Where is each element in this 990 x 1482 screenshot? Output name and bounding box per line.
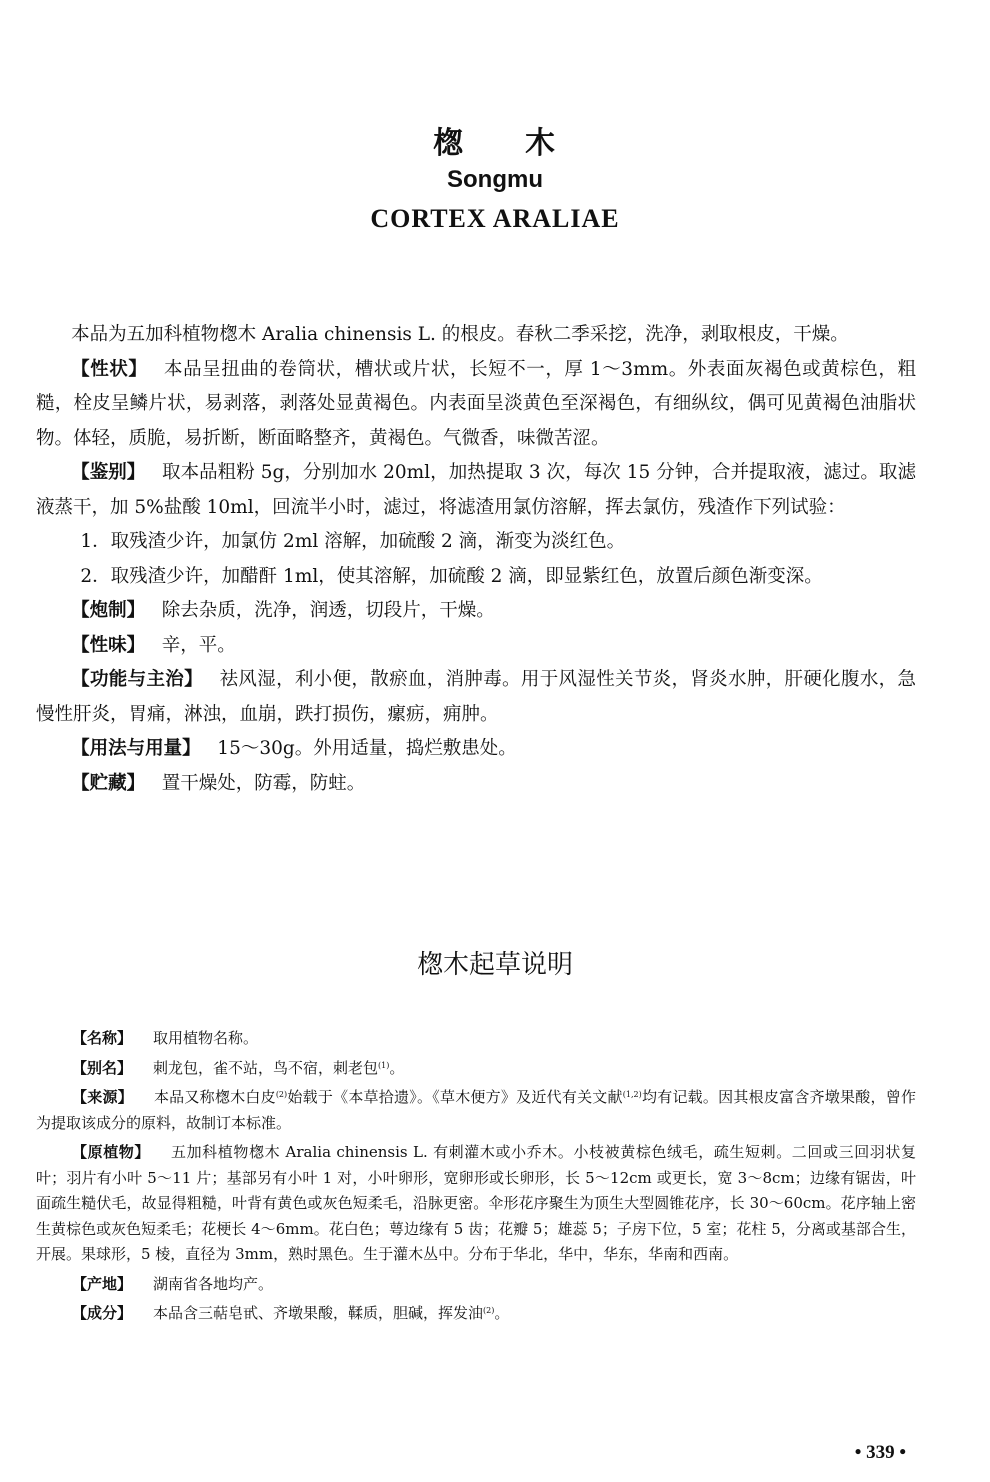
section-label: 【性味】 bbox=[71, 634, 146, 656]
reference-mark: (2) bbox=[483, 1306, 495, 1315]
section-yongfa bbox=[36, 732, 916, 767]
section-xingzhuang bbox=[36, 353, 916, 457]
draft-text: 五加科植物楤木 Aralia chinensis L. 有刺灌木或小乔木。小枝被黄棕色绒毛，疏生短刺。二回或三回羽状复叶；羽片有小叶 5～11 片；基部另有小叶 1 对，小叶卵形，宽卵形或长卵形，长 5～12cm 或更长，宽 3～8cm；边缘有锯齿，叶面疏生糙伏毛，故显得粗糙，叶背有黄色或灰色短柔毛，沿脉更密。伞形花序聚生为顶生大型圆锥花序，长 30～60cm。花序轴上密生黄棕色或灰色短柔毛；花梗长 4～6mm。花白色；萼边缘有 5 齿；花瓣 5；雄蕊 5；子房下位，5 室；花柱 5，分离或基部合生，开展。果球形，5 棱，直径为 3mm，熟时黑色。生于灌木丛中。分布于华北，华中，华东，华南和西南。 bbox=[36, 1143, 916, 1263]
draft-label: 【名称】 bbox=[72, 1029, 133, 1047]
section-label: 【鉴别】 bbox=[71, 462, 146, 483]
draft-text: 本品又称楤木白皮 bbox=[153, 1088, 276, 1106]
section-text: 祛风湿，利小便，散瘀血，消肿毒。用于风湿性关节炎，肾炎水肿，肝硬化腹水，急慢性肝炎，胃痛，淋浊，血崩，跌打损伤，瘰疬，痈肿。 bbox=[36, 669, 916, 725]
section-label: 【贮藏】 bbox=[71, 772, 146, 794]
draft-bieming bbox=[36, 1056, 916, 1082]
section-text: 辛，平。 bbox=[161, 634, 236, 656]
draft-chandi bbox=[36, 1272, 916, 1298]
draft-label: 【产地】 bbox=[72, 1274, 133, 1293]
section-paozhi bbox=[36, 594, 916, 629]
draft-text: 均有记载。因其根皮富含齐墩果酸，曾作为提取该成分的原料，故制订本标准。 bbox=[36, 1088, 916, 1132]
test-item-1: 1．取残渣少许，加氯仿 2ml 溶解，加硫酸 2 滴，渐变为淡红色。 bbox=[80, 531, 626, 552]
section-text: 置干燥处，防霉，防蛀。 bbox=[161, 772, 366, 794]
draft-chengfen bbox=[36, 1301, 916, 1327]
monograph-intro: 本品为五加科植物楤木 Aralia chinensis L. 的根皮。春秋二季采挖，洗净，剥取根皮，干燥。 bbox=[71, 324, 849, 345]
section-text: 15～30g。外用适量，捣烂敷患处。 bbox=[217, 738, 517, 759]
draft-body bbox=[36, 1026, 916, 1331]
section-label: 【用法与用量】 bbox=[71, 738, 201, 759]
section-jianbie bbox=[36, 456, 916, 525]
monograph-title-chinese bbox=[0, 118, 990, 162]
reference-mark: (1) bbox=[378, 1060, 390, 1070]
draft-label: 【成分】 bbox=[72, 1304, 133, 1322]
section-gongneng bbox=[36, 663, 916, 732]
section-text: 本品呈扭曲的卷筒状，槽状或片状，长短不一，厚 1～3mm。外表面灰褐色或黄棕色，粗糙，栓皮呈鳞片状，易剥落，剥落处显黄褐色。内表面呈淡黄色至深褐色，有细纵纹，偶可见黄褐色油脂状物。体轻，质脆，易折断，断面略整齐，黄褐色。气微香，味微苦涩。 bbox=[36, 358, 916, 449]
section-zhucang bbox=[36, 767, 916, 802]
draft-label: 【原植物】 bbox=[72, 1143, 150, 1161]
draft-text-end: 。 bbox=[389, 1058, 405, 1077]
section-label: 【炮制】 bbox=[71, 600, 146, 621]
draft-mingcheng bbox=[36, 1026, 916, 1052]
test-item-2: 2．取残渣少许，加醋酐 1ml，使其溶解，加硫酸 2 滴，即显紫红色，放置后颜色渐变深。 bbox=[80, 565, 823, 587]
section-label: 【性状】 bbox=[71, 358, 148, 380]
section-label: 【功能与主治】 bbox=[71, 669, 203, 690]
monograph-body bbox=[36, 318, 916, 801]
title-char-2: 木 bbox=[525, 126, 557, 161]
draft-text: 取用植物名称。 bbox=[153, 1029, 259, 1047]
title-char-1: 楤 bbox=[433, 126, 465, 161]
section-xingwei bbox=[36, 629, 916, 664]
page-number: • 339 • bbox=[854, 1442, 906, 1463]
monograph-title-latin: CORTEX ARALIAE bbox=[370, 204, 620, 233]
draft-text: 始载于《本草拾遗》。《草木便方》及近代有关文献 bbox=[287, 1088, 623, 1106]
draft-laiyuan bbox=[36, 1085, 916, 1136]
section-text: 取本品粗粉 5g，分别加水 20ml，加热提取 3 次，每次 15 分钟，合并提取液，滤过。取滤液蒸干，加 5%盐酸 10ml，回流半小时，滤过，将滤渣用氯仿溶解，挥去氯仿，残渣作下列试验： bbox=[36, 462, 916, 518]
monograph-title-pinyin: Songmu bbox=[447, 166, 543, 193]
draft-label: 【来源】 bbox=[72, 1088, 133, 1106]
draft-text: 本品含三萜皂甙、齐墩果酸，鞣质，胆碱，挥发油 bbox=[153, 1304, 484, 1322]
draft-label: 【别名】 bbox=[72, 1058, 133, 1077]
draft-text: 刺龙包，雀不站，鸟不宿，刺老包 bbox=[153, 1058, 379, 1077]
section-text: 除去杂质，洗净，润透，切段片，干燥。 bbox=[161, 600, 495, 621]
draft-text-end: 。 bbox=[494, 1304, 510, 1322]
draft-section-title: 楤木起草说明 bbox=[416, 950, 573, 980]
reference-mark: (1,2) bbox=[622, 1090, 642, 1099]
draft-text: 湖南省各地均产。 bbox=[153, 1274, 274, 1293]
draft-yuanzhiwu bbox=[36, 1140, 916, 1268]
reference-mark: (2) bbox=[275, 1090, 288, 1099]
